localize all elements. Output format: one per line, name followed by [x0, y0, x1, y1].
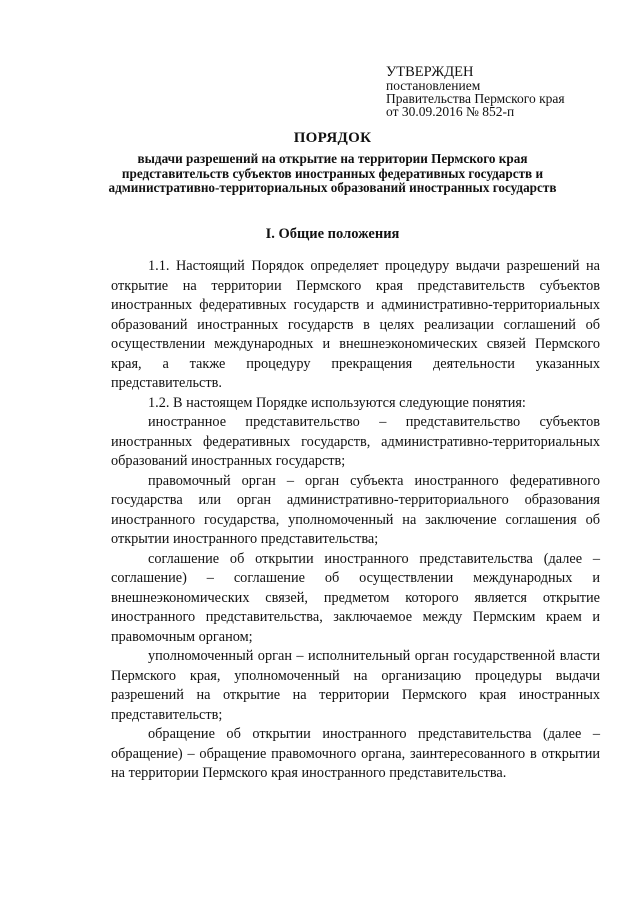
definition-agreement: соглашение об открытии иностранного представительства (далее – соглашение) – соглашение об осуществлении международных и внешнеэкономических связей, предметом которого является открытие иностранного представительства, заключаемое между Пермским краем и правомочным органом;: [111, 550, 600, 645]
document-subtitle: выдачи разрешений на открытие на территории Пермского края представительств субъектов иностранных федеративных государств и административно-территориальных образований иностранных государств: [108, 151, 557, 195]
paragraph-1-1: 1.1. Настоящий Порядок определяет процедуру выдачи разрешений на открытие на территории Пермского края представительств субъектов иностранных федеративных государств и административно-территориальных образований иностранных государств в целях реализации соглашений об осуществлении международных и внешнеэкономических связей Пермского края, а также процедуру прекращения деятельности указанных представительств.: [111, 258, 600, 391]
document-title: ПОРЯДОК: [293, 130, 372, 146]
document-heading: [80, 129, 585, 196]
approval-title: УТВЕРЖДЕН: [386, 64, 474, 80]
definition-application: обращение об открытии иностранного представительства (далее – обращение) – обращение правомочного органа, заинтересованного в открытии на территории Пермского края иностранного представительства.: [111, 726, 600, 781]
approval-line-date-number: от 30.09.2016 № 852-п: [386, 104, 515, 119]
approval-line-authority: Правительства Пермского края: [386, 91, 565, 106]
definition-authorized-body: уполномоченный орган – исполнительный орган государственной власти Пермского края, уполномоченный на организацию процедуры выдачи разрешений на открытие на территории Пермского края иностранных представительств;: [111, 648, 600, 723]
definition-competent-body: правомочный орган – орган субъекта иностранного федеративного государства или орган административно-территориального образования иностранного государства, уполномоченный на заключение соглашения об открытии иностранного представительства;: [111, 472, 600, 547]
document-body: [111, 257, 600, 784]
definition-foreign-representation: иностранное представительство – представительство субъектов иностранных федеративных государств, административно-территориальных образований иностранных государств;: [111, 414, 600, 469]
approval-block: [386, 66, 636, 118]
approval-line-resolution: постановлением: [386, 78, 481, 93]
paragraph-1-2: 1.2. В настоящем Порядке используются следующие понятия:: [148, 394, 526, 411]
section-title: I. Общие положения: [265, 226, 400, 242]
